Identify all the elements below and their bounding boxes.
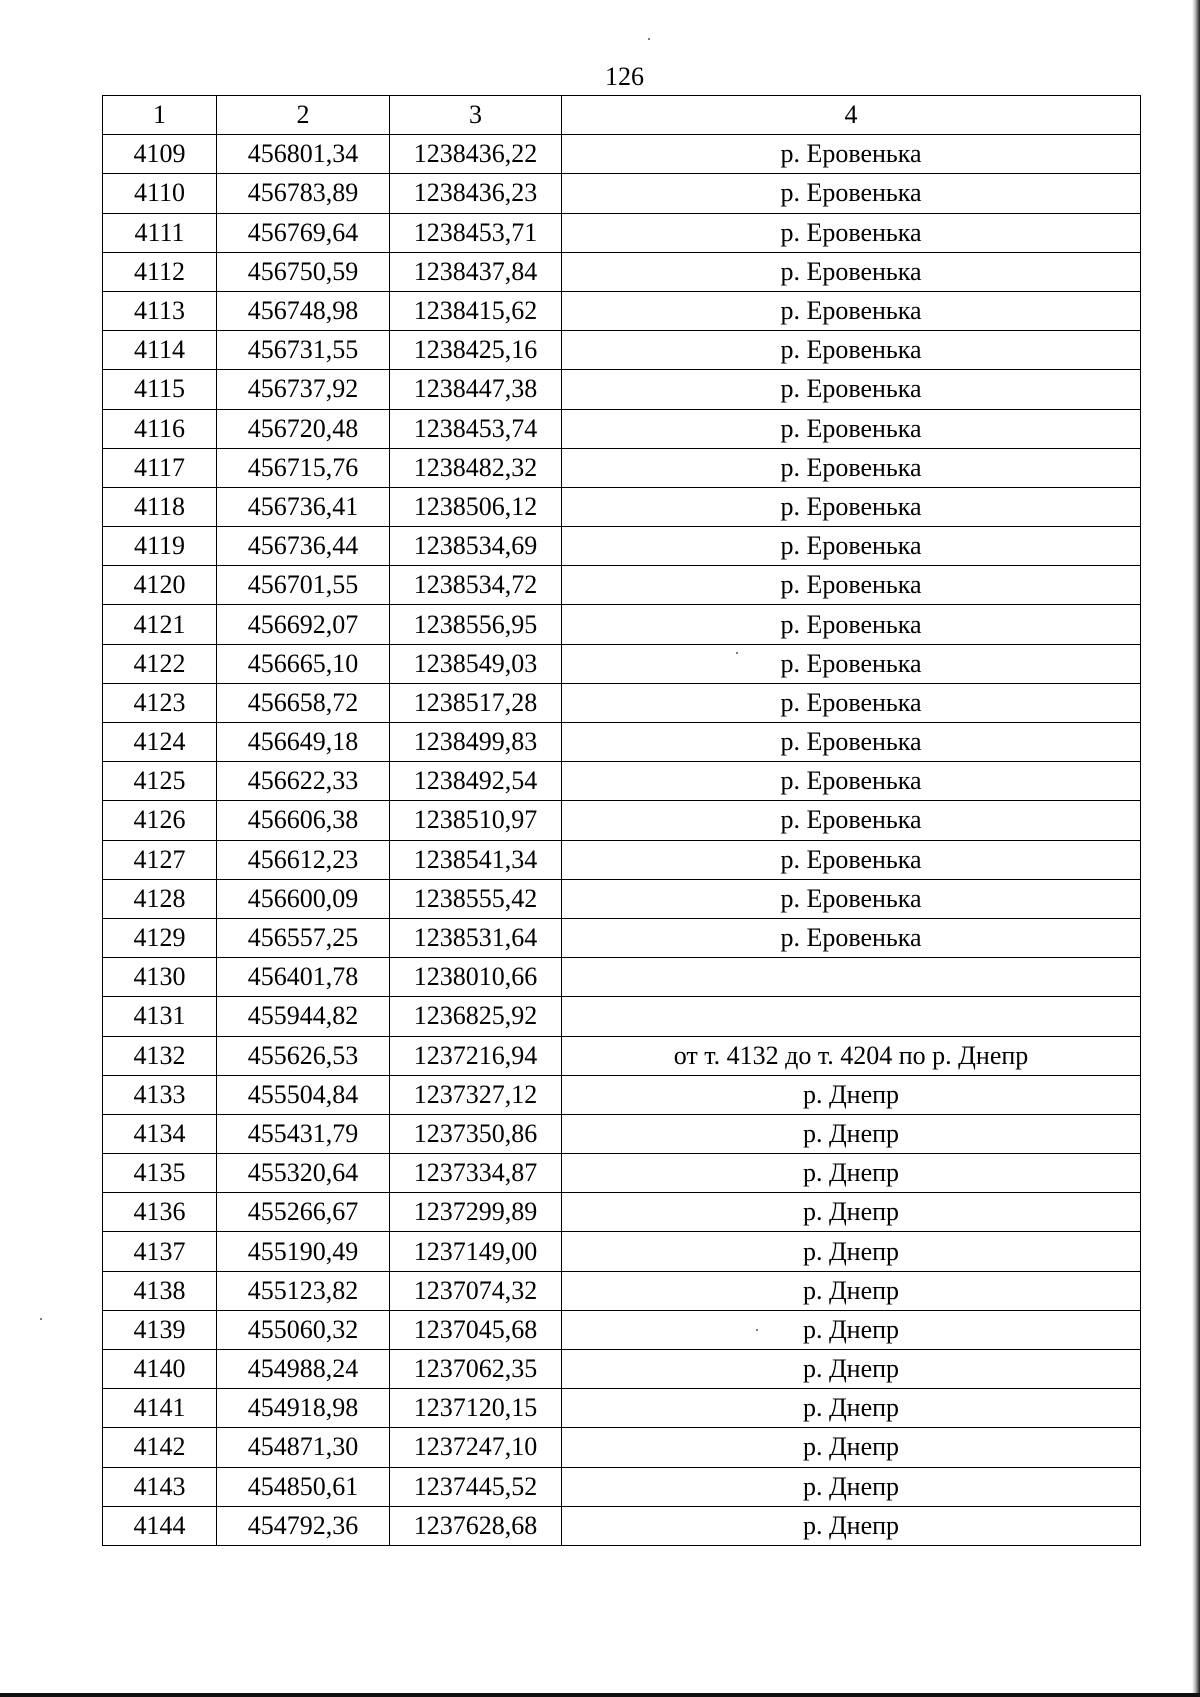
point-number-cell: 4114 — [103, 331, 217, 370]
y-coordinate-cell: 1237445,52 — [390, 1467, 562, 1506]
description-cell: р. Еровенька — [562, 840, 1141, 879]
y-coordinate-cell: 1237299,89 — [390, 1193, 562, 1232]
point-number-cell: 4125 — [103, 762, 217, 801]
table-row — [103, 1310, 1141, 1349]
point-number-cell: 4139 — [103, 1310, 217, 1349]
x-coordinate-cell: 456658,72 — [217, 683, 390, 722]
x-coordinate-cell: 455320,64 — [217, 1154, 390, 1193]
point-number-cell: 4128 — [103, 879, 217, 918]
x-coordinate-cell: 456736,44 — [217, 527, 390, 566]
y-coordinate-cell: 1238415,62 — [390, 291, 562, 330]
table-row — [103, 644, 1141, 683]
point-number-cell: 4133 — [103, 1075, 217, 1114]
description-cell: р. Еровенька — [562, 644, 1141, 683]
point-number-cell: 4131 — [103, 997, 217, 1036]
y-coordinate-cell: 1238492,54 — [390, 762, 562, 801]
table-row — [103, 331, 1141, 370]
description-cell: р. Еровенька — [562, 605, 1141, 644]
description-cell: р. Днепр — [562, 1428, 1141, 1467]
page-number: 126 — [605, 62, 644, 91]
y-coordinate-cell: 1238437,84 — [390, 252, 562, 291]
table-row — [103, 527, 1141, 566]
point-number-cell: 4137 — [103, 1232, 217, 1271]
description-cell: р. Еровенька — [562, 409, 1141, 448]
point-number-cell: 4129 — [103, 918, 217, 957]
column-header-4: 4 — [562, 96, 1141, 135]
table-row — [103, 213, 1141, 252]
table-row — [103, 723, 1141, 762]
x-coordinate-cell: 455190,49 — [217, 1232, 390, 1271]
table-row — [103, 1232, 1141, 1271]
description-cell: р. Днепр — [562, 1232, 1141, 1271]
point-number-cell: 4141 — [103, 1389, 217, 1428]
y-coordinate-cell: 1238436,22 — [390, 135, 562, 174]
x-coordinate-cell: 454871,30 — [217, 1428, 390, 1467]
scan-speck — [648, 38, 650, 40]
point-number-cell: 4122 — [103, 644, 217, 683]
y-coordinate-cell: 1236825,92 — [390, 997, 562, 1036]
x-coordinate-cell: 456737,92 — [217, 370, 390, 409]
point-number-cell: 4130 — [103, 958, 217, 997]
x-coordinate-cell: 456715,76 — [217, 448, 390, 487]
table-row — [103, 409, 1141, 448]
description-cell: р. Днепр — [562, 1389, 1141, 1428]
coordinates-table — [102, 95, 1141, 1546]
x-coordinate-cell: 456557,25 — [217, 918, 390, 957]
description-cell: р. Еровенька — [562, 370, 1141, 409]
table-row — [103, 1114, 1141, 1153]
table-row — [103, 1467, 1141, 1506]
y-coordinate-cell: 1238531,64 — [390, 918, 562, 957]
description-cell: р. Еровенька — [562, 918, 1141, 957]
x-coordinate-cell: 456736,41 — [217, 487, 390, 526]
y-coordinate-cell: 1237045,68 — [390, 1310, 562, 1349]
point-number-cell: 4143 — [103, 1467, 217, 1506]
description-cell: р. Еровенька — [562, 566, 1141, 605]
y-coordinate-cell: 1238447,38 — [390, 370, 562, 409]
x-coordinate-cell: 456649,18 — [217, 723, 390, 762]
table-row — [103, 566, 1141, 605]
scan-speck — [736, 652, 738, 654]
point-number-cell: 4140 — [103, 1350, 217, 1389]
description-cell: р. Еровенька — [562, 527, 1141, 566]
table-body — [103, 135, 1141, 1546]
y-coordinate-cell: 1238506,12 — [390, 487, 562, 526]
y-coordinate-cell: 1238510,97 — [390, 801, 562, 840]
table-row — [103, 1428, 1141, 1467]
table-row — [103, 997, 1141, 1036]
table-row — [103, 801, 1141, 840]
point-number-cell: 4144 — [103, 1506, 217, 1545]
y-coordinate-cell: 1237327,12 — [390, 1075, 562, 1114]
description-cell: р. Еровенька — [562, 448, 1141, 487]
y-coordinate-cell: 1237120,15 — [390, 1389, 562, 1428]
y-coordinate-cell: 1238499,83 — [390, 723, 562, 762]
x-coordinate-cell: 455266,67 — [217, 1193, 390, 1232]
point-number-cell: 4142 — [103, 1428, 217, 1467]
x-coordinate-cell: 456600,09 — [217, 879, 390, 918]
x-coordinate-cell: 456665,10 — [217, 644, 390, 683]
table-row — [103, 918, 1141, 957]
description-cell: от т. 4132 до т. 4204 по р. Днепр — [562, 1036, 1141, 1075]
table-row — [103, 605, 1141, 644]
point-number-cell: 4113 — [103, 291, 217, 330]
description-cell: р. Днепр — [562, 1506, 1141, 1545]
point-number-cell: 4120 — [103, 566, 217, 605]
point-number-cell: 4119 — [103, 527, 217, 566]
table-row — [103, 958, 1141, 997]
y-coordinate-cell: 1237350,86 — [390, 1114, 562, 1153]
description-cell: р. Днепр — [562, 1154, 1141, 1193]
point-number-cell: 4121 — [103, 605, 217, 644]
description-cell — [562, 997, 1141, 1036]
scan-edge-bottom — [0, 1693, 1200, 1697]
scan-edge-shadow — [1192, 0, 1200, 1697]
point-number-cell: 4124 — [103, 723, 217, 762]
description-cell: р. Еровенька — [562, 723, 1141, 762]
x-coordinate-cell: 454988,24 — [217, 1350, 390, 1389]
table-row — [103, 840, 1141, 879]
description-cell: р. Еровенька — [562, 879, 1141, 918]
y-coordinate-cell: 1238517,28 — [390, 683, 562, 722]
table-row — [103, 1075, 1141, 1114]
x-coordinate-cell: 455626,53 — [217, 1036, 390, 1075]
point-number-cell: 4118 — [103, 487, 217, 526]
table-row — [103, 448, 1141, 487]
description-cell: р. Еровенька — [562, 252, 1141, 291]
description-cell: р. Еровенька — [562, 174, 1141, 213]
y-coordinate-cell: 1238482,32 — [390, 448, 562, 487]
description-cell: р. Еровенька — [562, 291, 1141, 330]
point-number-cell: 4110 — [103, 174, 217, 213]
description-cell — [562, 958, 1141, 997]
x-coordinate-cell: 456731,55 — [217, 331, 390, 370]
description-cell: р. Еровенька — [562, 135, 1141, 174]
point-number-cell: 4111 — [103, 213, 217, 252]
description-cell: р. Еровенька — [562, 801, 1141, 840]
point-number-cell: 4135 — [103, 1154, 217, 1193]
description-cell: р. Еровенька — [562, 331, 1141, 370]
description-cell: р. Днепр — [562, 1310, 1141, 1349]
x-coordinate-cell: 456606,38 — [217, 801, 390, 840]
description-cell: р. Днепр — [562, 1350, 1141, 1389]
table-row — [103, 1271, 1141, 1310]
y-coordinate-cell: 1237149,00 — [390, 1232, 562, 1271]
point-number-cell: 4117 — [103, 448, 217, 487]
scan-speck — [40, 1318, 42, 1320]
description-cell: р. Днепр — [562, 1075, 1141, 1114]
table-row — [103, 1389, 1141, 1428]
column-header-3: 3 — [390, 96, 562, 135]
table-header-row — [103, 96, 1141, 135]
point-number-cell: 4115 — [103, 370, 217, 409]
y-coordinate-cell: 1238010,66 — [390, 958, 562, 997]
y-coordinate-cell: 1238534,69 — [390, 527, 562, 566]
x-coordinate-cell: 456692,07 — [217, 605, 390, 644]
x-coordinate-cell: 455060,32 — [217, 1310, 390, 1349]
table-row — [103, 683, 1141, 722]
y-coordinate-cell: 1238534,72 — [390, 566, 562, 605]
point-number-cell: 4126 — [103, 801, 217, 840]
table-row — [103, 370, 1141, 409]
x-coordinate-cell: 456622,33 — [217, 762, 390, 801]
description-cell: р. Днепр — [562, 1114, 1141, 1153]
x-coordinate-cell: 455944,82 — [217, 997, 390, 1036]
y-coordinate-cell: 1238556,95 — [390, 605, 562, 644]
table-row — [103, 1506, 1141, 1545]
point-number-cell: 4134 — [103, 1114, 217, 1153]
x-coordinate-cell: 456701,55 — [217, 566, 390, 605]
y-coordinate-cell: 1238453,71 — [390, 213, 562, 252]
description-cell: р. Еровенька — [562, 487, 1141, 526]
point-number-cell: 4132 — [103, 1036, 217, 1075]
description-cell: р. Днепр — [562, 1271, 1141, 1310]
y-coordinate-cell: 1237247,10 — [390, 1428, 562, 1467]
point-number-cell: 4112 — [103, 252, 217, 291]
table-row — [103, 1193, 1141, 1232]
y-coordinate-cell: 1238541,34 — [390, 840, 562, 879]
y-coordinate-cell: 1237334,87 — [390, 1154, 562, 1193]
y-coordinate-cell: 1238436,23 — [390, 174, 562, 213]
table-row — [103, 1154, 1141, 1193]
description-cell: р. Еровенька — [562, 213, 1141, 252]
table-row — [103, 252, 1141, 291]
point-number-cell: 4123 — [103, 683, 217, 722]
x-coordinate-cell: 454792,36 — [217, 1506, 390, 1545]
column-header-1: 1 — [103, 96, 217, 135]
x-coordinate-cell: 454850,61 — [217, 1467, 390, 1506]
description-cell: р. Днепр — [562, 1193, 1141, 1232]
column-header-2: 2 — [217, 96, 390, 135]
point-number-cell: 4138 — [103, 1271, 217, 1310]
x-coordinate-cell: 456801,34 — [217, 135, 390, 174]
point-number-cell: 4109 — [103, 135, 217, 174]
point-number-cell: 4127 — [103, 840, 217, 879]
x-coordinate-cell: 455504,84 — [217, 1075, 390, 1114]
x-coordinate-cell: 456750,59 — [217, 252, 390, 291]
x-coordinate-cell: 455431,79 — [217, 1114, 390, 1153]
table-row — [103, 879, 1141, 918]
table-row — [103, 135, 1141, 174]
table-row — [103, 174, 1141, 213]
scan-speck — [756, 1329, 758, 1331]
table-row — [103, 1036, 1141, 1075]
y-coordinate-cell: 1237628,68 — [390, 1506, 562, 1545]
x-coordinate-cell: 456720,48 — [217, 409, 390, 448]
table-row — [103, 487, 1141, 526]
point-number-cell: 4136 — [103, 1193, 217, 1232]
y-coordinate-cell: 1238425,16 — [390, 331, 562, 370]
y-coordinate-cell: 1238453,74 — [390, 409, 562, 448]
table-row — [103, 291, 1141, 330]
y-coordinate-cell: 1237062,35 — [390, 1350, 562, 1389]
y-coordinate-cell: 1238549,03 — [390, 644, 562, 683]
point-number-cell: 4116 — [103, 409, 217, 448]
table-row — [103, 762, 1141, 801]
x-coordinate-cell: 456783,89 — [217, 174, 390, 213]
x-coordinate-cell: 456612,23 — [217, 840, 390, 879]
x-coordinate-cell: 456401,78 — [217, 958, 390, 997]
x-coordinate-cell: 456748,98 — [217, 291, 390, 330]
description-cell: р. Еровенька — [562, 683, 1141, 722]
table-row — [103, 1350, 1141, 1389]
y-coordinate-cell: 1237074,32 — [390, 1271, 562, 1310]
y-coordinate-cell: 1237216,94 — [390, 1036, 562, 1075]
x-coordinate-cell: 454918,98 — [217, 1389, 390, 1428]
description-cell: р. Еровенька — [562, 762, 1141, 801]
x-coordinate-cell: 456769,64 — [217, 213, 390, 252]
description-cell: р. Днепр — [562, 1467, 1141, 1506]
y-coordinate-cell: 1238555,42 — [390, 879, 562, 918]
x-coordinate-cell: 455123,82 — [217, 1271, 390, 1310]
